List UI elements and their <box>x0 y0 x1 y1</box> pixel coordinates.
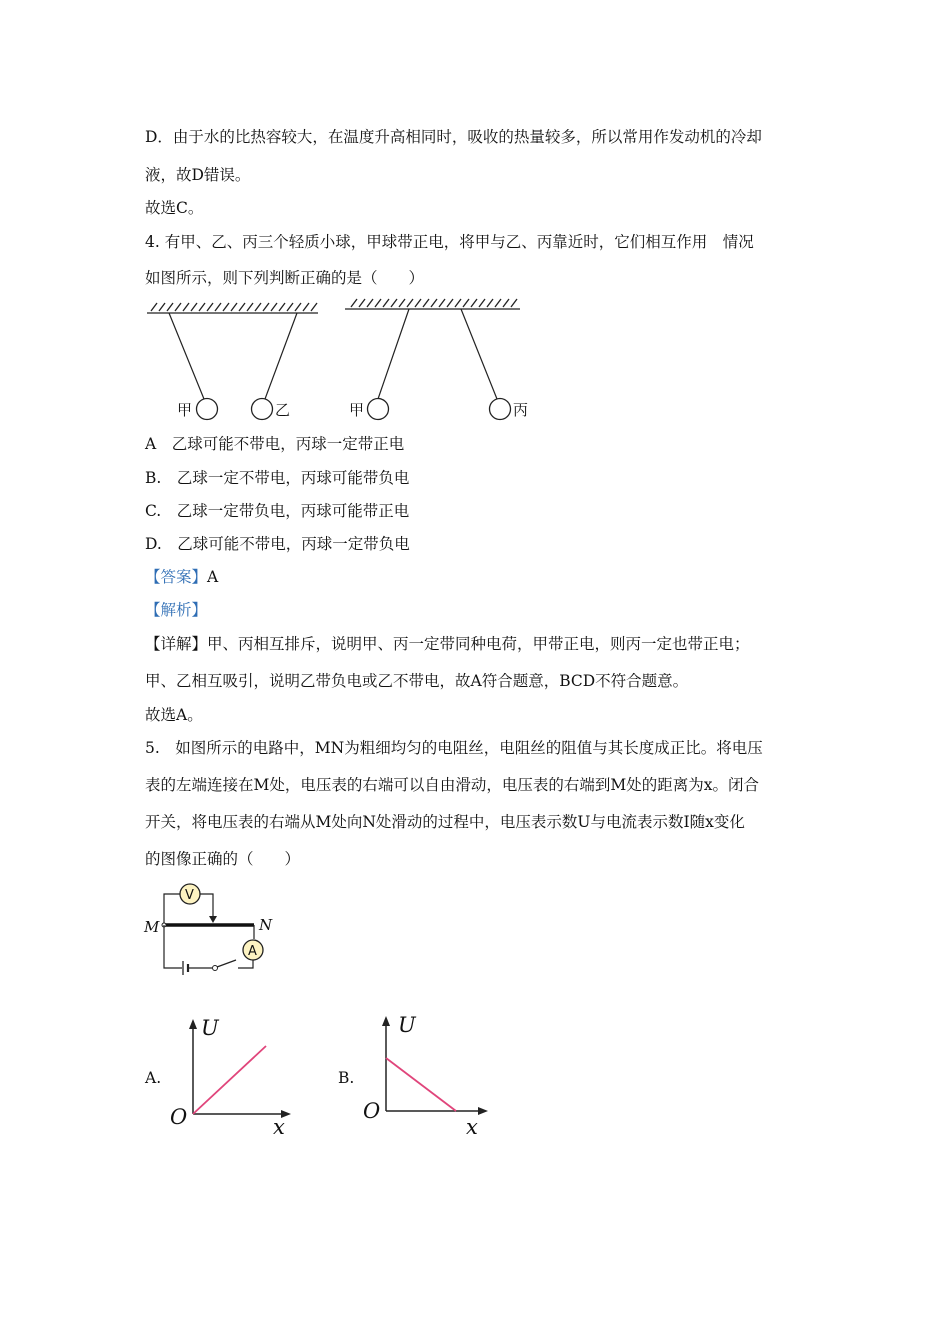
graph-b-option: B. <box>338 1069 355 1087</box>
q4-stem-line1: 4. 有甲、乙、丙三个轻质小球，甲球带正电，将甲与乙、丙靠近时，它们相互作用 情况 <box>145 233 754 251</box>
q5-stem-line4: 的图像正确的（ ） <box>145 850 301 868</box>
graph-b-x-label: x <box>466 1115 478 1139</box>
voltmeter-label: V <box>185 888 194 903</box>
option-d-line1: D．由于水的比热容较大，在温度升高相同时，吸收的热量较多，所以常用作发动机的冷却 <box>145 128 762 146</box>
q5-stem-line3: 开关，将电压表的右端从M处向N处滑动的过程中，电压表示数U与电流表示数I随x变化 <box>145 813 745 831</box>
q4-stem-line2: 如图所示，则下列判断正确的是（ ） <box>145 269 425 287</box>
label-bing: 丙 <box>513 401 529 419</box>
detail-line2: 甲、乙相互吸引，说明乙带负电或乙不带电，故A符合题意，BCD不符合题意。 <box>145 672 689 690</box>
q4-answer <box>145 567 218 587</box>
answer-tag: 【答案】 <box>145 568 208 586</box>
q5-stem-line2: 表的左端连接在M处，电压表的右端可以自由滑动，电压表的右端到M处的距离为x。闭合 <box>145 776 759 794</box>
ceiling-right <box>345 299 520 309</box>
label-n: N <box>259 916 273 934</box>
detail-line1: 【详解】甲、丙相互排斥，说明甲、丙一定带同种电荷，甲带正电，则丙一定也带正电； <box>145 635 750 653</box>
q5-stem-line1: 5. 如图所示的电路中，MN为粗细均匀的电阻丝，电阻丝的阻值与其长度成正比。将电压 <box>145 739 763 757</box>
choose-a: 故选A。 <box>145 706 203 724</box>
string-jia-right <box>378 309 409 399</box>
string-yi <box>265 313 297 399</box>
string-jia-left <box>169 313 204 399</box>
ammeter-label: A <box>248 944 257 959</box>
switch-lever <box>217 960 236 967</box>
label-jia-right: 甲 <box>349 401 365 419</box>
label-m: M <box>144 918 160 936</box>
q4-option-d: D. 乙球可能不带电，丙球一定带负电 <box>145 535 410 553</box>
q4-option-a: A 乙球可能不带电，丙球一定带正电 <box>145 435 405 453</box>
graph-b <box>358 1012 488 1139</box>
graph-a-x-label: x <box>273 1115 285 1139</box>
switch-pivot <box>213 966 218 971</box>
label-yi: 乙 <box>275 401 291 419</box>
graph-a-line <box>193 1046 266 1114</box>
q4-option-c: C. 乙球一定带负电，丙球可能带正电 <box>145 502 410 520</box>
graph-b-y-label: U <box>398 1013 416 1037</box>
ball-jia-left <box>197 399 218 420</box>
graph-a-option: A. <box>145 1069 162 1087</box>
graph-a-origin: O <box>170 1105 188 1129</box>
string-bing <box>461 309 497 399</box>
ceiling-left <box>147 303 318 313</box>
ball-yi <box>252 399 273 420</box>
answer-value: A <box>207 568 219 586</box>
analysis-tag: 【解析】 <box>145 601 208 619</box>
graph-b-line <box>386 1058 456 1111</box>
q4-figure <box>145 300 545 430</box>
slider-arrow <box>209 916 217 923</box>
graph-a-y-label: U <box>201 1016 219 1040</box>
option-d-line2: 液，故D错误。 <box>145 166 251 184</box>
ball-bing <box>490 399 511 420</box>
choose-c: 故选C。 <box>145 199 204 217</box>
ball-jia-right <box>368 399 389 420</box>
graph-a <box>165 1015 295 1139</box>
graph-b-origin: O <box>363 1099 381 1123</box>
q4-option-b: B. 乙球一定不带电，丙球可能带负电 <box>145 469 410 487</box>
label-jia-left: 甲 <box>177 401 193 419</box>
circuit-diagram <box>140 880 280 980</box>
